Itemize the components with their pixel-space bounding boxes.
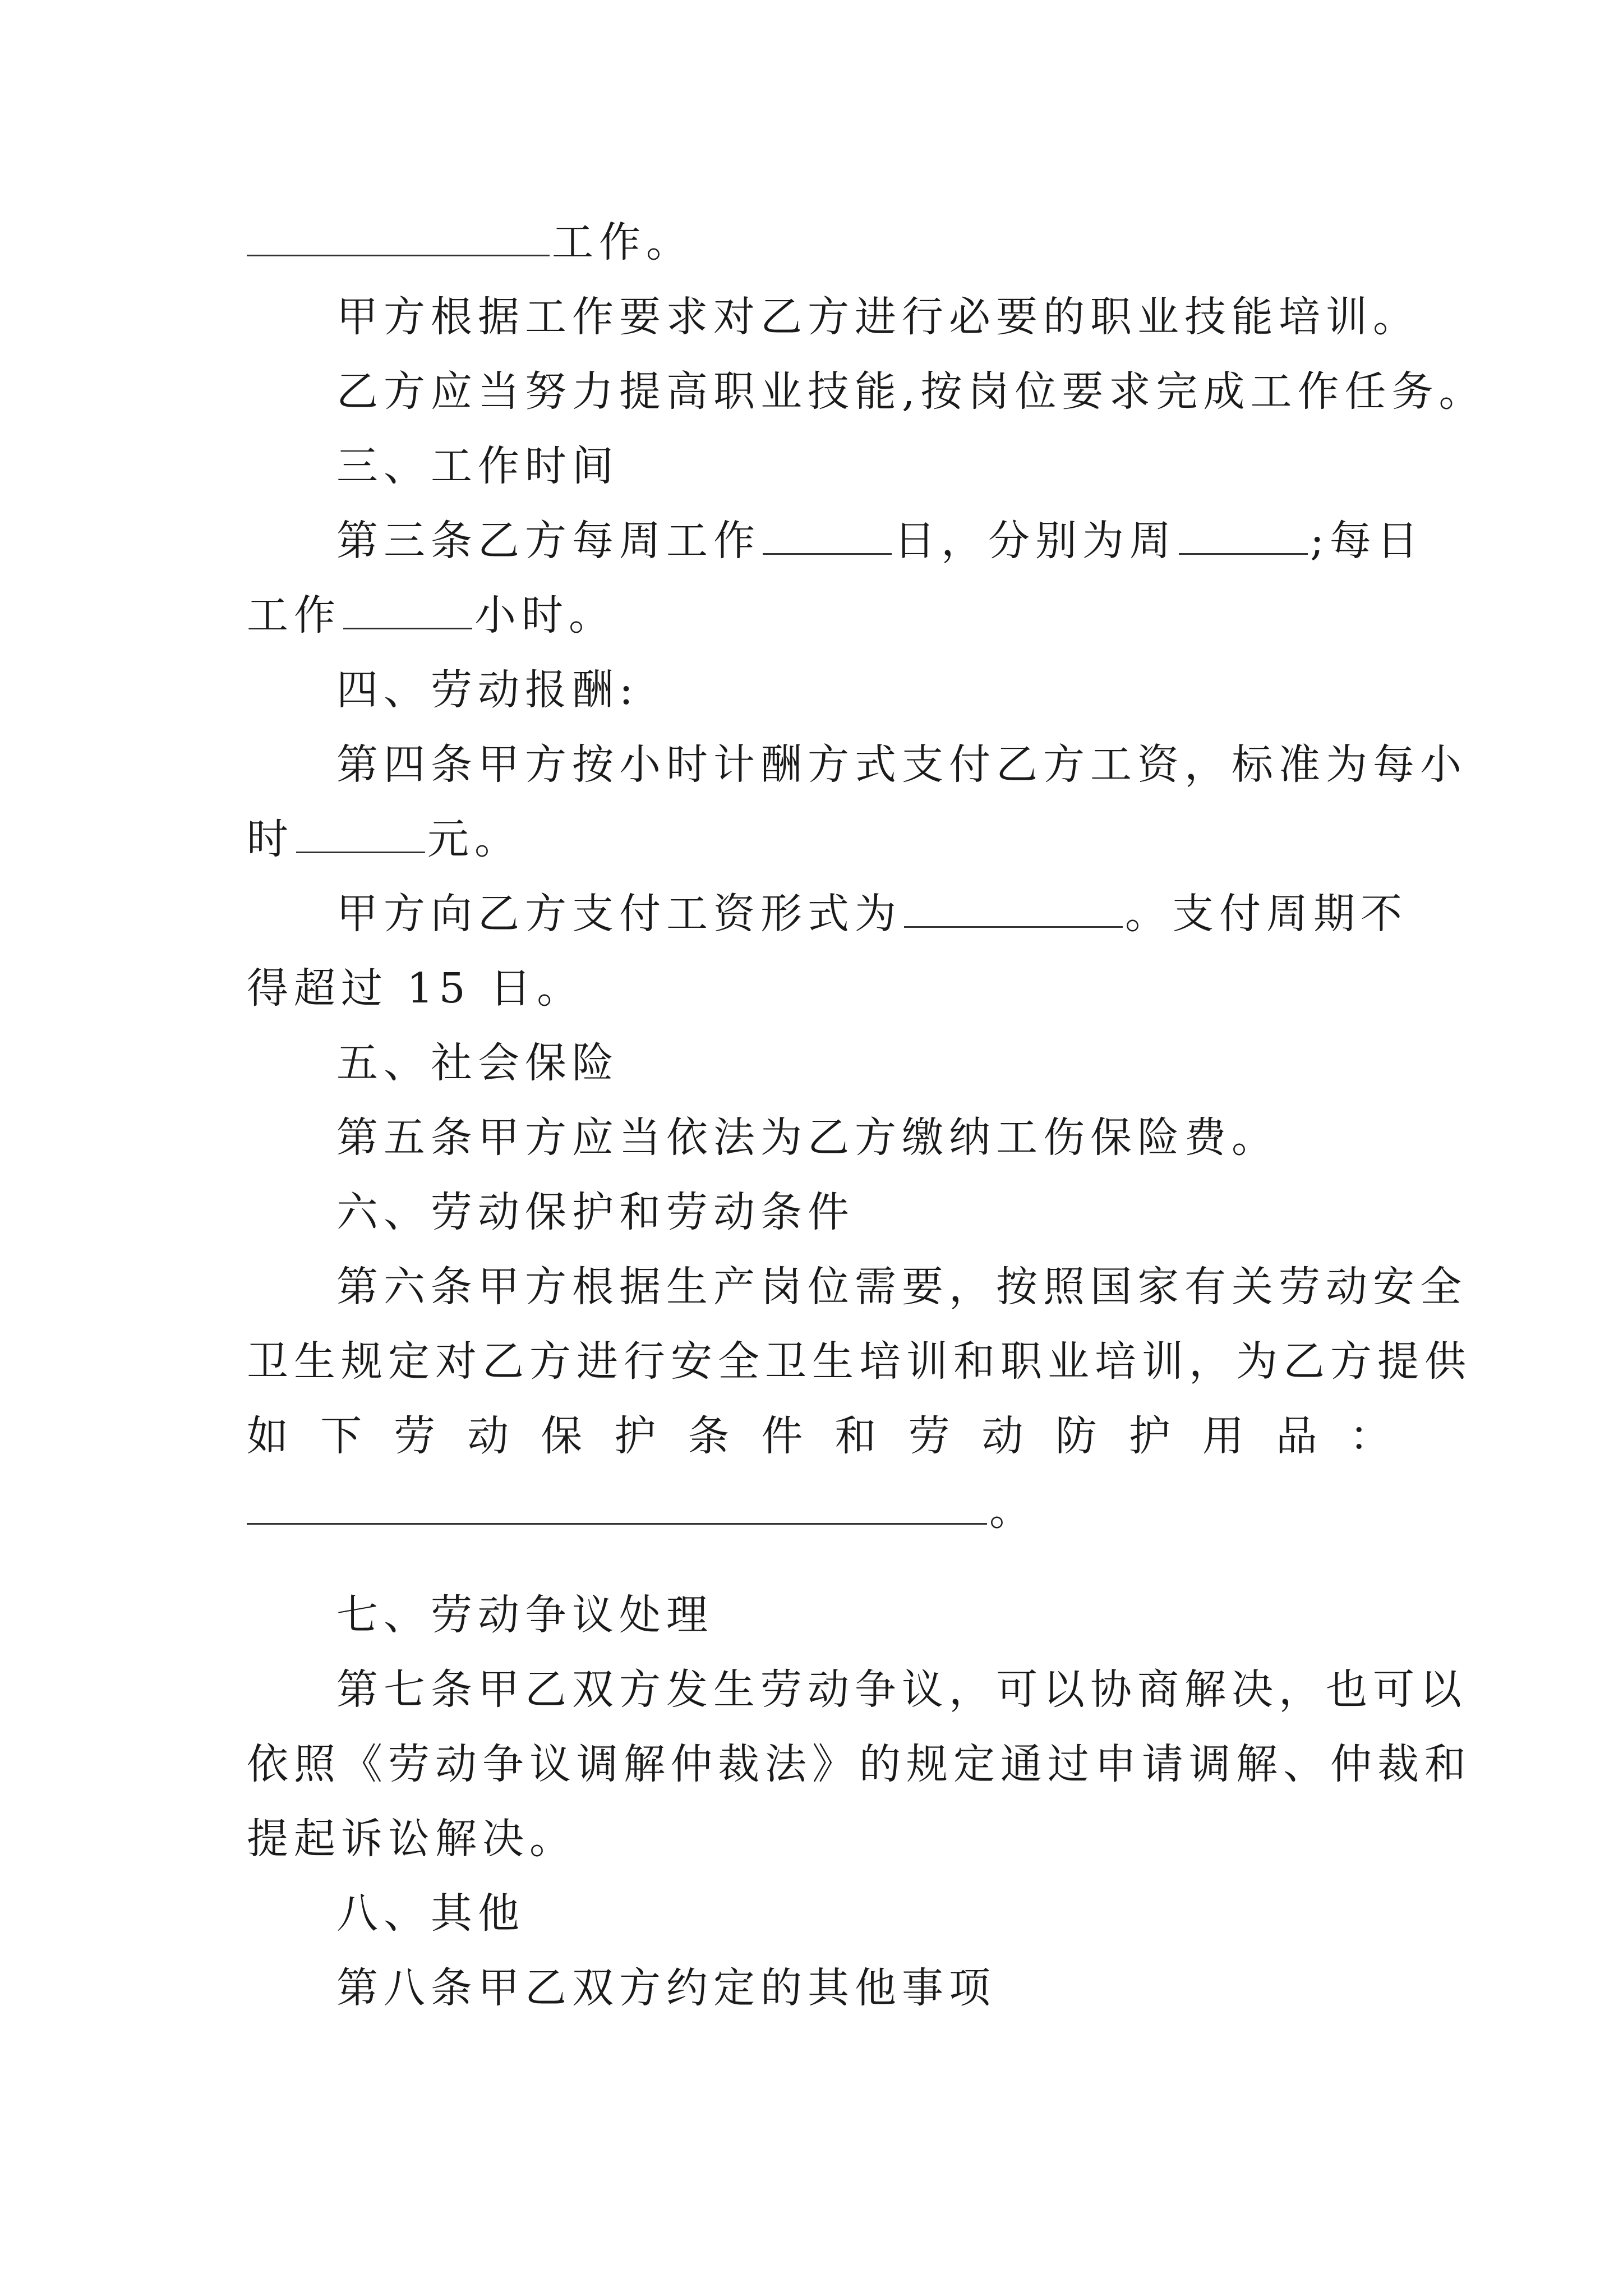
spread-char: 用 — [1202, 1412, 1244, 1460]
fill-blank — [247, 1486, 987, 1525]
paragraph-line — [336, 513, 1424, 569]
spread-char: 品 — [1275, 1412, 1317, 1460]
text: 四、劳动报酬: — [336, 666, 639, 714]
text: 小时。 — [474, 591, 616, 639]
section-heading — [336, 438, 1391, 494]
spread-char: 件 — [761, 1412, 803, 1460]
text: 第三条乙方每周工作 — [336, 517, 760, 565]
text: 五、社会保险 — [336, 1039, 619, 1087]
spread-char: 条 — [688, 1412, 730, 1460]
fill-blank — [247, 218, 550, 256]
paragraph-line — [336, 289, 1420, 345]
section-heading — [336, 1035, 1391, 1091]
text: 。 — [989, 1487, 1036, 1535]
paragraph-line — [336, 1960, 1391, 2016]
spread-char: 下 — [320, 1412, 362, 1460]
paragraph-line — [336, 737, 1467, 793]
text: 甲方向乙方支付工资形式为 — [336, 890, 902, 938]
text: 六、劳动保护和劳动条件 — [336, 1188, 855, 1236]
paragraph-line — [247, 811, 1391, 867]
spread-char: 保 — [541, 1412, 583, 1460]
text: 第六条甲方根据生产岗位需要，按照国家有关劳动安全 — [336, 1263, 1467, 1311]
text: 日，分别为周 — [894, 517, 1177, 565]
text: 甲方根据工作要求对乙方进行必要的职业技能培训。 — [336, 293, 1420, 341]
text: 。支付周期不 — [1125, 890, 1408, 938]
spread-char: 护 — [1128, 1412, 1170, 1460]
spread-char: 劳 — [394, 1412, 436, 1460]
paragraph-line — [247, 1333, 1472, 1389]
paragraph-line — [336, 1662, 1467, 1718]
text: ;每日 — [1310, 517, 1424, 565]
text: 第七条甲乙双方发生劳动争议，可以协商解决，也可以 — [336, 1665, 1467, 1714]
fill-blank — [1179, 516, 1308, 555]
text: 八、其他 — [336, 1889, 525, 1938]
spread-char: 护 — [614, 1412, 656, 1460]
spread-char: 防 — [1055, 1412, 1097, 1460]
paragraph-line — [247, 1483, 1391, 1539]
spread-char: 和 — [834, 1412, 877, 1460]
spread-char: ： — [1349, 1412, 1391, 1460]
fill-blank — [343, 591, 472, 629]
section-heading — [336, 1587, 1391, 1643]
text: 时 — [247, 815, 294, 863]
text: 得超过 15 日。 — [247, 964, 584, 1013]
text: 卫生规定对乙方进行安全卫生培训和职业培训，为乙方提供 — [247, 1337, 1472, 1386]
line-work — [247, 214, 1391, 270]
text: 三、工作时间 — [336, 442, 619, 490]
section-heading — [336, 1885, 1391, 1941]
text: 七、劳动争议处理 — [336, 1591, 713, 1639]
paragraph-line — [336, 1259, 1467, 1315]
paragraph-line — [247, 587, 1391, 643]
paragraph-line-justified — [247, 1408, 1391, 1464]
text: 元。 — [427, 815, 522, 863]
spread-char: 如 — [247, 1412, 288, 1460]
text: 依照《劳动争议调解仲裁法》的规定通过申请调解、仲裁和 — [247, 1740, 1472, 1788]
paragraph-line — [336, 1110, 1391, 1166]
text: 第八条甲乙双方约定的其他事项 — [336, 1964, 996, 2012]
fill-blank — [904, 889, 1123, 928]
text: 工作。 — [552, 218, 693, 266]
text: 第四条甲方按小时计酬方式支付乙方工资，标准为每小 — [336, 740, 1467, 789]
paragraph-line — [247, 1811, 1391, 1867]
spread-char: 动 — [467, 1412, 509, 1460]
paragraph-line — [336, 364, 1486, 420]
spread-char: 劳 — [908, 1412, 950, 1460]
paragraph-line — [247, 1736, 1472, 1792]
section-heading — [336, 662, 1391, 718]
section-heading — [336, 1184, 1391, 1240]
spread-char: 动 — [981, 1412, 1023, 1460]
fill-blank — [763, 516, 892, 555]
paragraph-line — [247, 960, 1391, 1016]
paragraph-line — [336, 886, 1408, 942]
text: 提起诉讼解决。 — [247, 1815, 577, 1863]
text: 第五条甲方应当依法为乙方缴纳工伤保险费。 — [336, 1114, 1279, 1162]
text: 工作 — [247, 591, 341, 639]
text: 乙方应当努力提高职业技能,按岗位要求完成工作任务。 — [336, 367, 1486, 416]
fill-blank — [296, 815, 425, 853]
